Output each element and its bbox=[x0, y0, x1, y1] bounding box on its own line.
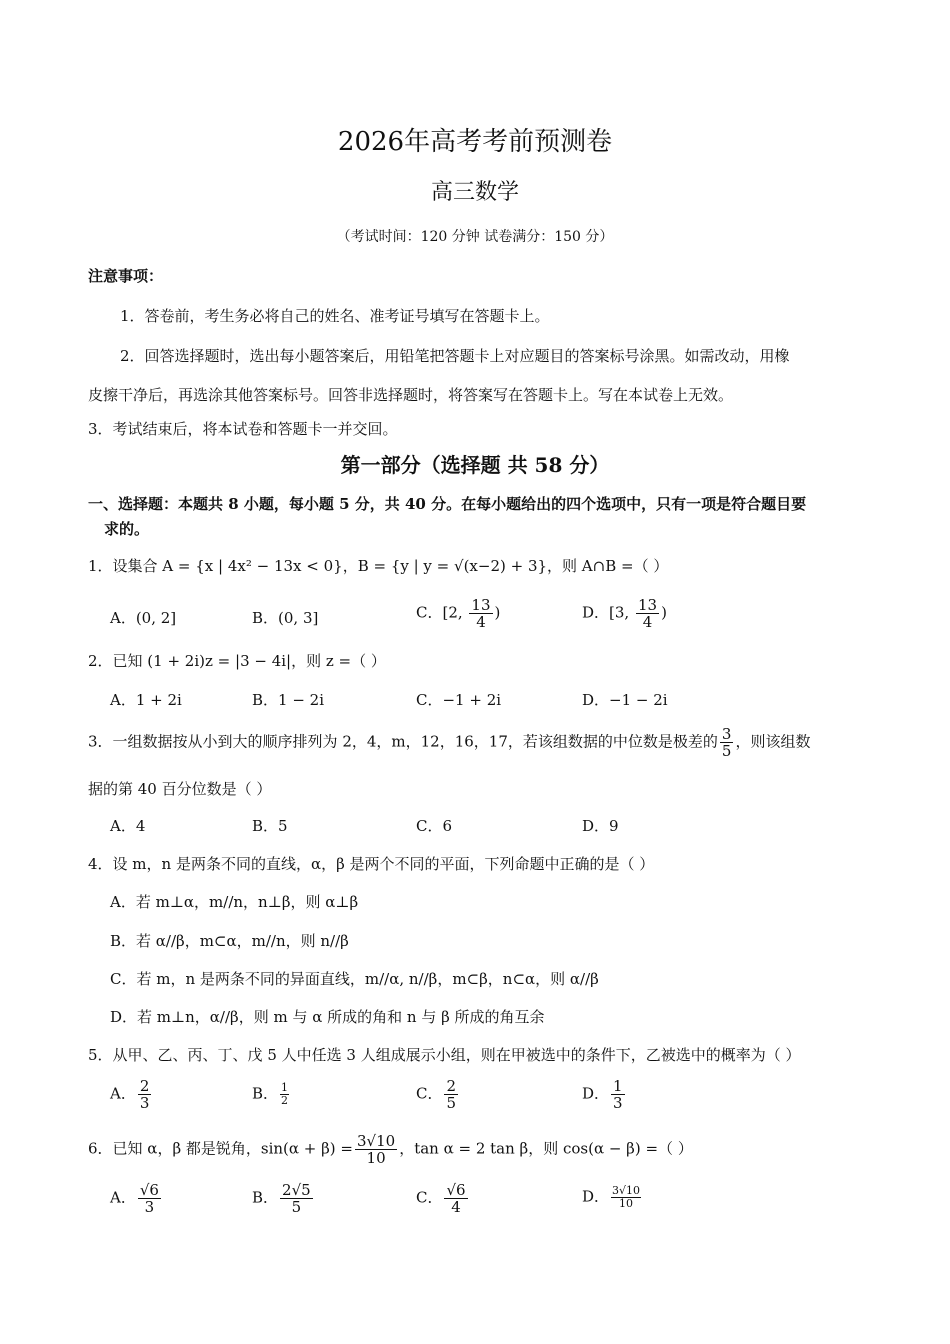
q1-option-c-prefix: C．[2, bbox=[416, 603, 468, 622]
q5-option-d-fraction bbox=[611, 1078, 625, 1111]
q4-option-b: B．若 α//β，m⊂α，m//n，则 n//β bbox=[110, 932, 349, 950]
q3-stem-before: 3．一组数据按从小到大的顺序排列为 2，4，m，12，16，17，若该组数据的中位数是极差的 bbox=[88, 732, 718, 751]
fraction-denominator: 5 bbox=[291, 1198, 302, 1216]
part1-title: 第一部分（选择题 共 58 分） bbox=[340, 453, 610, 477]
fraction-denominator: 3 bbox=[144, 1198, 155, 1216]
q6-option-d-fraction bbox=[611, 1185, 641, 1210]
q6-option-c bbox=[416, 1182, 470, 1215]
q5-option-d bbox=[582, 1078, 627, 1111]
q6-stem-before: 6．已知 α，β 都是锐角，sin(α + β) = bbox=[88, 1139, 353, 1158]
fraction-numerator: 2 bbox=[139, 1077, 150, 1095]
q1-option-a: A．(0, 2] bbox=[110, 609, 177, 627]
q6-stem bbox=[88, 1133, 693, 1166]
q3-option-a: A．4 bbox=[110, 817, 146, 835]
q1-stem: 1．设集合 A = {x | 4x² − 13x < 0}，B = {y | y = √(x−2) + 3}，则 A∩B =（ ） bbox=[88, 557, 669, 575]
q1-option-d bbox=[582, 597, 667, 630]
q5-option-c-fraction bbox=[444, 1078, 458, 1111]
q6-option-a-fraction bbox=[138, 1182, 161, 1215]
q6-stem-after: ，tan α = 2 tan β，则 cos(α − β) =（ ） bbox=[399, 1139, 693, 1158]
option-label: A． bbox=[110, 1084, 136, 1103]
fraction-numerator: 3√10 bbox=[612, 1184, 641, 1197]
q1-option-c-fraction bbox=[469, 597, 492, 630]
q1-option-d-suffix: ) bbox=[661, 603, 667, 622]
q3-stem-line-2: 据的第 40 百分位数是（ ） bbox=[88, 780, 272, 798]
q1-option-c-suffix: ) bbox=[494, 603, 501, 622]
exam-info: （考试时间：120 分钟 试卷满分：150 分） bbox=[336, 229, 614, 245]
q1-option-d-fraction bbox=[636, 597, 659, 630]
fraction-numerator: 2√5 bbox=[282, 1181, 311, 1199]
fraction-numerator: 3√10 bbox=[356, 1132, 396, 1150]
fraction-denominator: 3 bbox=[613, 1094, 623, 1112]
option-label: D． bbox=[582, 1187, 610, 1206]
q2-option-d: D．−1 − 2i bbox=[582, 691, 668, 709]
q2-option-b: B．1 − 2i bbox=[252, 691, 325, 709]
page-title: 2026年高考考前预测卷 bbox=[337, 127, 613, 157]
q1-option-c bbox=[416, 597, 500, 630]
fraction-denominator: 5 bbox=[446, 1094, 457, 1112]
q6-option-a bbox=[110, 1182, 163, 1215]
fraction-denominator: 4 bbox=[476, 613, 486, 631]
notice-item-3: 3．考试结束后，将本试卷和答题卡一并交回。 bbox=[88, 420, 398, 438]
q6-option-c-fraction bbox=[444, 1182, 467, 1215]
section-instructions-line-1: 一、选择题：本题共 8 小题，每小题 5 分，共 40 分。在每小题给出的四个选项中，只有一项是符合题目要 bbox=[88, 495, 807, 513]
notice-item-2-line-2: 皮擦干净后，再选涂其他答案标号。回答非选择题时，将答案写在答题卡上。写在本试卷上无效。 bbox=[88, 386, 734, 404]
fraction-numerator: 3 bbox=[721, 725, 732, 743]
fraction-numerator: √6 bbox=[446, 1181, 466, 1199]
q2-stem: 2．已知 (1 + 2i)z = |3 − 4i|，则 z =（ ） bbox=[88, 652, 386, 670]
q2-option-c: C．−1 + 2i bbox=[416, 691, 502, 709]
q6-option-b-fraction bbox=[280, 1182, 313, 1215]
q5-option-a bbox=[110, 1078, 153, 1111]
q4-option-d: D．若 m⊥n，α//β，则 m 与 α 所成的角和 n 与 β 所成的角互余 bbox=[110, 1008, 545, 1026]
q5-option-b-fraction bbox=[280, 1082, 289, 1107]
q4-option-a: A．若 m⊥α，m//n，n⊥β，则 α⊥β bbox=[110, 893, 359, 911]
q3-option-c: C．6 bbox=[416, 817, 453, 835]
q3-option-d: D．9 bbox=[582, 817, 619, 835]
q5-stem: 5．从甲、乙、丙、丁、戊 5 人中任选 3 人组成展示小组，则在甲被选中的条件下，乙被选中的概率为（ ） bbox=[88, 1046, 801, 1064]
option-label: C． bbox=[416, 1188, 443, 1207]
fraction-denominator: 4 bbox=[451, 1198, 461, 1216]
fraction-denominator: 3 bbox=[139, 1094, 150, 1112]
q3-fraction bbox=[720, 726, 734, 759]
q4-option-c: C．若 m，n 是两条不同的异面直线，m//α, n//β，m⊂β，n⊂α，则 α//β bbox=[110, 970, 599, 988]
q6-option-b bbox=[252, 1182, 315, 1215]
q3-stem-line-1 bbox=[88, 726, 810, 759]
q6-option-d bbox=[582, 1185, 643, 1210]
q5-option-c bbox=[416, 1078, 460, 1111]
fraction-numerator: 13 bbox=[637, 596, 658, 614]
page-subtitle: 高三数学 bbox=[430, 180, 519, 205]
fraction-denominator: 2 bbox=[281, 1094, 289, 1107]
notice-heading: 注意事项： bbox=[88, 267, 164, 285]
fraction-numerator: 13 bbox=[471, 596, 491, 614]
notice-item-2-line-1: 2．回答选择题时，选出每小题答案后，用铅笔把答题卡上对应题目的答案标号涂黑。如需改动，用橡 bbox=[120, 347, 790, 365]
option-label: C． bbox=[416, 1084, 443, 1103]
q4-stem: 4．设 m，n 是两条不同的直线，α，β 是两个不同的平面，下列命题中正确的是（ ） bbox=[88, 855, 655, 873]
fraction-numerator: 1 bbox=[613, 1077, 623, 1095]
fraction-denominator: 5 bbox=[721, 742, 732, 760]
fraction-denominator: 10 bbox=[366, 1149, 386, 1167]
option-label: A． bbox=[110, 1188, 136, 1207]
q5-option-a-fraction bbox=[138, 1078, 152, 1111]
notice-item-1: 1．答卷前，考生务必将自己的姓名、准考证号填写在答题卡上。 bbox=[120, 307, 550, 325]
fraction-numerator: 1 bbox=[281, 1081, 289, 1094]
q3-stem-after: ，则该组数 bbox=[735, 732, 811, 751]
q2-option-a: A．1 + 2i bbox=[110, 691, 182, 709]
q3-option-b: B．5 bbox=[252, 817, 288, 835]
fraction-denominator: 10 bbox=[619, 1197, 634, 1210]
q1-option-b: B．(0, 3] bbox=[252, 609, 319, 627]
q1-option-d-prefix: D．[3, bbox=[582, 603, 634, 622]
q5-option-b bbox=[252, 1082, 291, 1107]
fraction-numerator: √6 bbox=[139, 1181, 159, 1199]
fraction-numerator: 2 bbox=[446, 1077, 457, 1095]
option-label: D． bbox=[582, 1084, 610, 1103]
q6-fraction bbox=[355, 1133, 397, 1166]
option-label: B． bbox=[252, 1188, 279, 1207]
section-instructions-line-2: 求的。 bbox=[104, 520, 150, 538]
option-label: B． bbox=[252, 1084, 279, 1103]
fraction-denominator: 4 bbox=[642, 613, 653, 631]
